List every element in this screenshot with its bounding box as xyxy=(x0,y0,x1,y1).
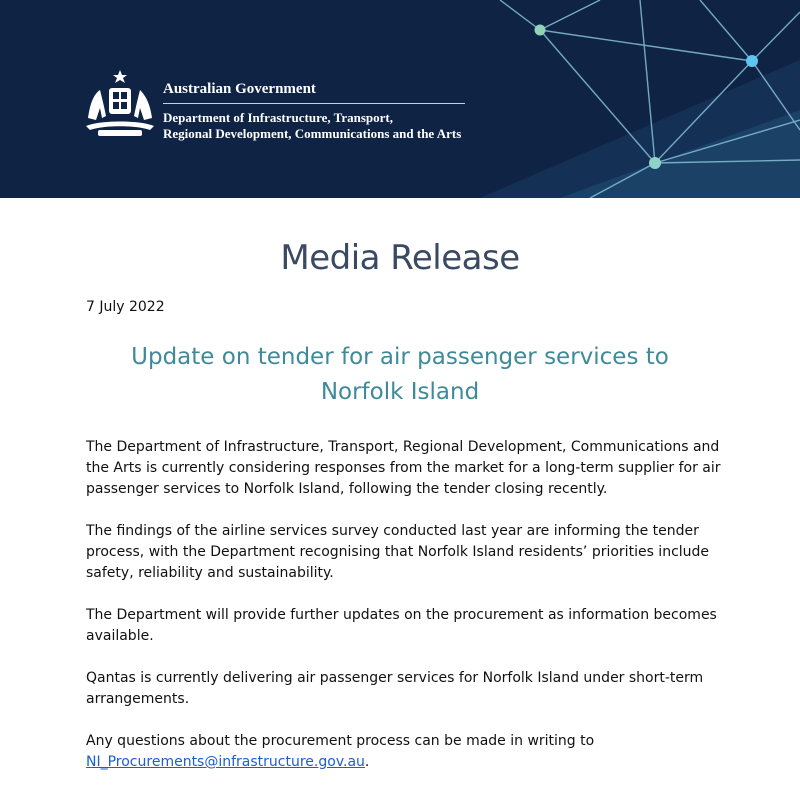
headline-line-1: Update on tender for air passenger services to xyxy=(131,344,669,370)
page-title: Media Release xyxy=(280,238,520,278)
paragraph-5 xyxy=(86,731,726,773)
paragraph-2: The findings of the airline services survey conducted last year are informing the tender process, with the Department recognising that Norfolk Island residents’ priorities include safety, reliability and sustainability. xyxy=(86,523,710,581)
article-body xyxy=(86,437,726,786)
paragraph-3: The Department will provide further updates on the procurement as information becomes available. xyxy=(86,607,717,644)
headline xyxy=(0,340,800,410)
contact-end: . xyxy=(364,754,370,770)
department-name-line-2: Regional Development, Communications and the Arts xyxy=(163,126,462,141)
department-name-line-1: Department of Infrastructure, Transport, xyxy=(163,110,393,125)
coat-of-arms-icon xyxy=(80,68,160,140)
header-divider xyxy=(163,103,465,104)
government-name: Australian Government xyxy=(163,81,316,97)
paragraph-1: The Department of Infrastructure, Transport, Regional Development, Communications and the Arts is currently considering responses from the market for a long-term supplier for air passenger services to Norfolk Island, following the tender closing recently. xyxy=(86,439,721,497)
contact-intro: Any questions about the procurement process can be made in writing to xyxy=(86,733,595,749)
release-date: 7 July 2022 xyxy=(86,299,165,315)
headline-line-2: Norfolk Island xyxy=(320,379,480,405)
paragraph-4: Qantas is currently delivering air passenger services for Norfolk Island under short-term arrangements. xyxy=(86,670,704,707)
contact-email-link[interactable]: NI_Procurements@infrastructure.gov.au xyxy=(86,754,365,770)
header-banner xyxy=(0,0,800,198)
